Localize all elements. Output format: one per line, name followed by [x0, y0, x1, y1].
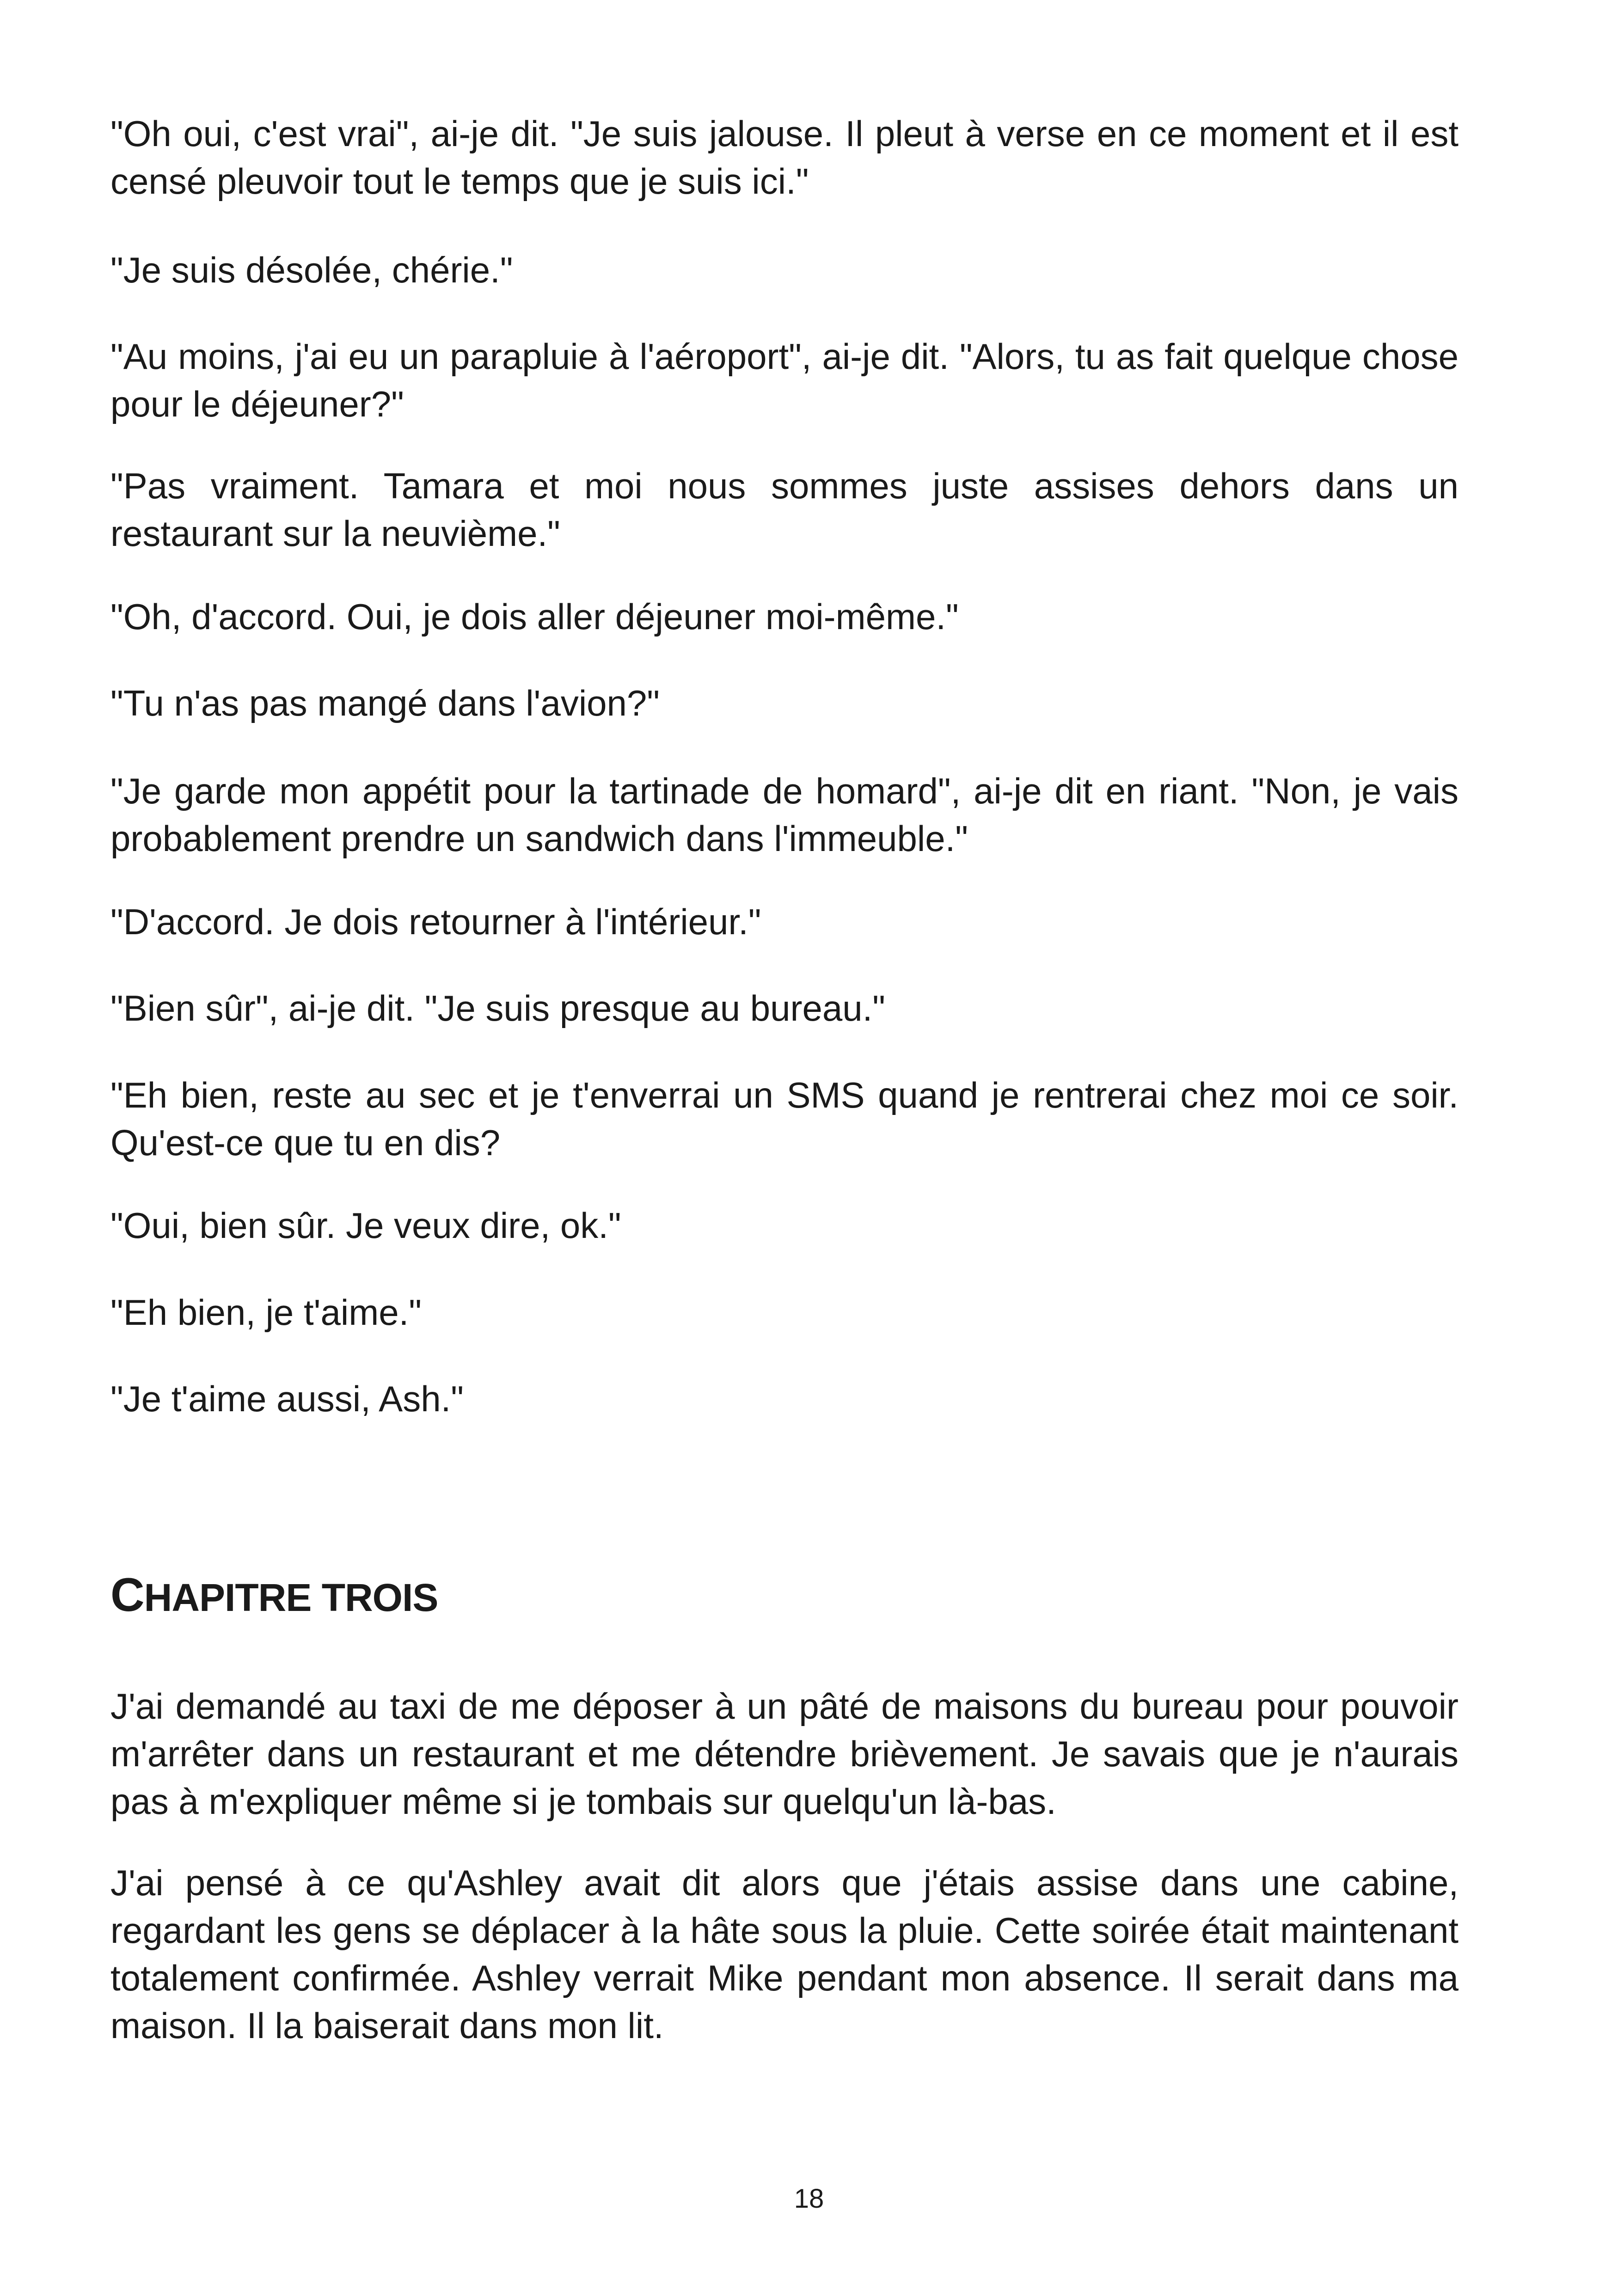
narrative-paragraph: J'ai pensé à ce qu'Ashley avait dit alors que j'étais assise dans une cabine, regardant les gens se déplacer à la hâte sous la pluie. Cette soirée était maintenant totalement confirmée. Ashley verrait Mike pendant mon absence. Il serait dans ma maison. Il la baiserait dans mon lit. [110, 1862, 1459, 2046]
page-number: 18 [794, 2184, 824, 2214]
chapter-heading-initial: C [110, 1568, 144, 1621]
dialogue-paragraph: "Pas vraiment. Tamara et moi nous sommes juste assises dehors dans un restaurant sur la neuvième." [110, 465, 1459, 554]
dialogue-paragraph: "Je suis désolée, chérie." [110, 250, 513, 290]
dialogue-paragraph: "Oui, bien sûr. Je veux dire, ok." [110, 1205, 621, 1246]
chapter-heading [110, 1565, 438, 1628]
dialogue-paragraph: "Je garde mon appétit pour la tartinade de homard", ai-je dit en riant. "Non, je vais probablement prendre un sandwich dans l'immeuble." [110, 771, 1459, 859]
dialogue-paragraph: "Eh bien, je t'aime." [110, 1292, 422, 1333]
dialogue-paragraph: "D'accord. Je dois retourner à l'intérieur." [110, 901, 761, 942]
dialogue-paragraph: "Bien sûr", ai-je dit. "Je suis presque au bureau." [110, 988, 885, 1029]
dialogue-paragraph: "Oh, d'accord. Oui, je dois aller déjeuner moi-même." [110, 596, 959, 637]
dialogue-paragraph: "Je t'aime aussi, Ash." [110, 1378, 464, 1419]
dialogue-paragraph: "Oh oui, c'est vrai", ai-je dit. "Je suis jalouse. Il pleut à verse en ce moment et il est censé pleuvoir tout le temps que je suis ici." [110, 113, 1459, 202]
dialogue-paragraph: "Tu n'as pas mangé dans l'avion?" [110, 683, 660, 723]
narrative-paragraph: J'ai demandé au taxi de me déposer à un pâté de maisons du bureau pour pouvoir m'arrêter dans un restaurant et me détendre brièvement. Je savais que je n'aurais pas à m'expliquer même si je tombais sur quelqu'un là-bas. [110, 1686, 1459, 1822]
dialogue-paragraph: "Au moins, j'ai eu un parapluie à l'aéroport", ai-je dit. "Alors, tu as fait quelque chose pour le déjeuner?" [110, 336, 1459, 424]
chapter-heading-rest: HAPITRE TROIS [144, 1576, 438, 1619]
dialogue-paragraph: "Eh bien, reste au sec et je t'enverrai un SMS quand je rentrerai chez moi ce soir. Qu'est-ce que tu en dis? [110, 1075, 1459, 1163]
